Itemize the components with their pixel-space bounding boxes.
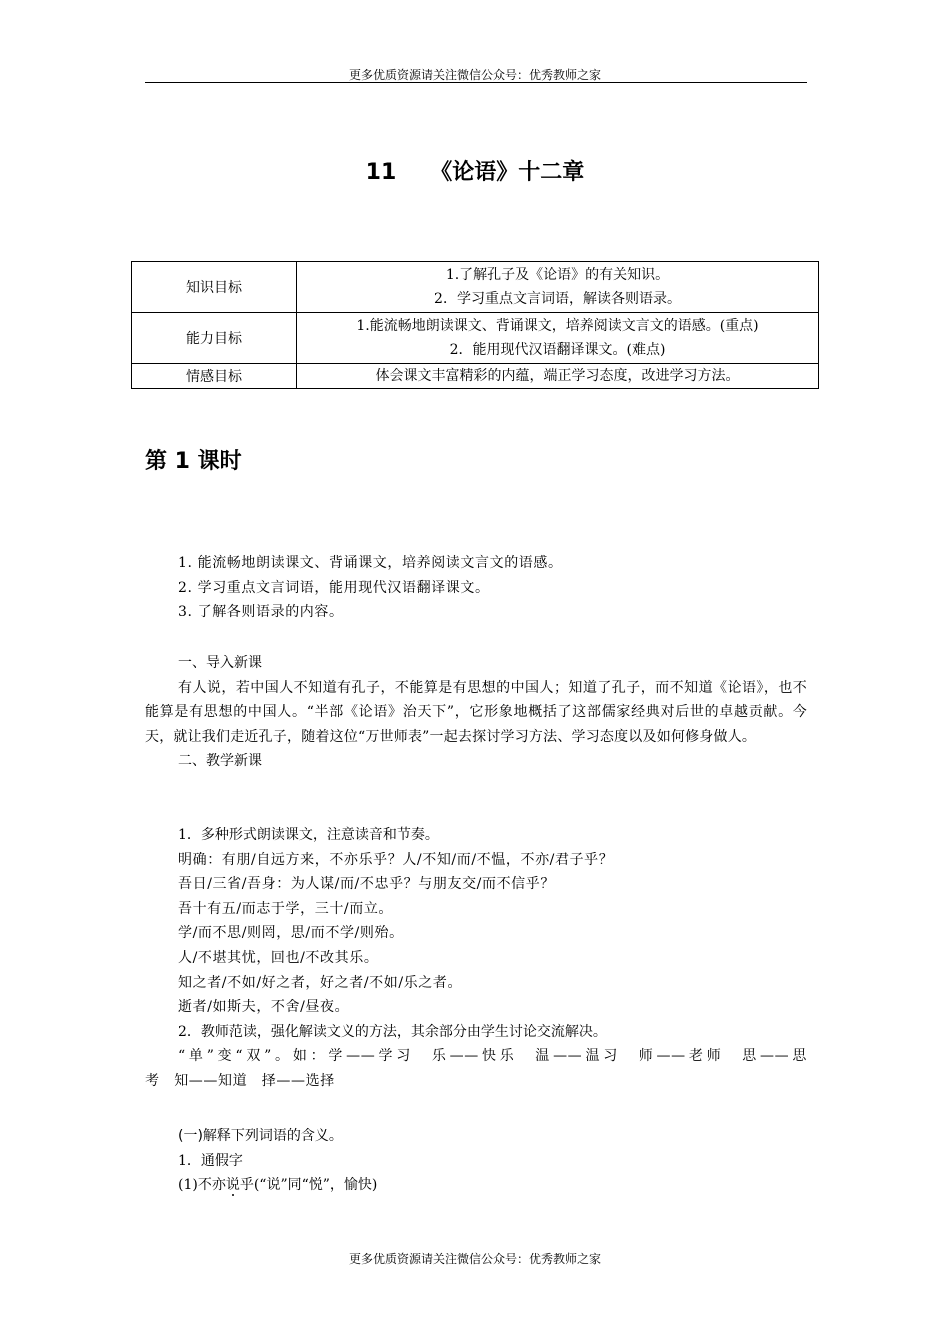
rhythm-lines [145, 848, 807, 1020]
header-rule [145, 82, 807, 83]
section-heading: 二、教学新课 [178, 753, 262, 770]
example-prefix: (1)不亦 [178, 1177, 226, 1194]
goal-label: 能力目标 [132, 313, 297, 364]
vocab-example [145, 1173, 807, 1198]
goal-row-ability [132, 313, 819, 364]
rhythm-line: 吾十有五/而志于学，三十/而立。 [178, 900, 394, 917]
rhythm-line: 吾日/三省/吾身：为人谋/而/不忠乎？与朋友交/而不信乎？ [178, 876, 555, 893]
example-suffix: 乎(“说”同“悦”，愉快) [239, 1177, 378, 1194]
goal-content [297, 262, 819, 313]
page-title [0, 155, 950, 186]
teaching-item: 1．多种形式朗读课文，注意读音和节奏。 [178, 827, 439, 843]
goal-line: 2．学习重点文言词语，解读各则语录。 [434, 291, 681, 307]
objectives-list [145, 551, 807, 625]
rhythm-line: 逝者/如斯夫，不舍/昼夜。 [178, 999, 350, 1016]
page-header: 更多优质资源请关注微信公众号：优秀教师之家 [348, 68, 601, 82]
page-footer: 更多优质资源请关注微信公众号：优秀教师之家 [348, 1252, 601, 1266]
objective-item: 3. 了解各则语录的内容。 [178, 604, 344, 621]
goal-label: 情感目标 [132, 364, 297, 389]
goal-content [297, 364, 819, 389]
goal-content [297, 313, 819, 364]
section-heading: 一、导入新课 [178, 655, 262, 671]
intro-paragraph: 有人说，若中国人不知道有孔子，不能算是有思想的中国人；知道了孔子，而不知道《论语》，也不能算是有思想的中国人。“半部《论语》治天下”，它形象地概括了这部儒家经典对后世的卓越贡献。今天，就让我们走近孔子，随着这位“万世师表”一起去探讨学习方法、学习态度以及如何修身做人。 [145, 679, 807, 745]
word-pairs-line: “单”变“双”。如：学——学习 乐——快乐 温——温习 师——老师 思——思 [178, 1048, 807, 1065]
goals-table [131, 261, 819, 389]
goal-line: 2．能用现代汉语翻译课文。(难点) [449, 342, 666, 358]
goal-line: 体会课文丰富精彩的内蕴，端正学习态度，改进学习方法。 [375, 368, 740, 384]
rhythm-line: 学/而不思/则罔，思/而不学/则殆。 [178, 925, 404, 942]
goal-row-knowledge [132, 262, 819, 313]
goal-line: 1.能流畅地朗读课文、背诵课文，培养阅读文言文的语感。(重点) [356, 318, 759, 334]
teaching-item: 2．教师范读，强化解读文义的方法，其余部分由学生讨论交流解决。 [178, 1023, 607, 1040]
word-pairs-line: 考 知——知道 择——选择 [145, 1072, 335, 1089]
title-number: 11 [365, 160, 397, 185]
lesson-title: 第 1 课时 [145, 449, 242, 474]
section-heading: (一)解释下列词语的含义。 [178, 1128, 343, 1144]
rhythm-line: 知之者/不如/好之者，好之者/不如/乐之者。 [178, 974, 463, 991]
section-teaching [145, 823, 807, 1094]
title-text: 《论语》十二章 [430, 160, 585, 185]
dotted-character: 说 [225, 1177, 240, 1194]
goal-label: 知识目标 [132, 262, 297, 313]
vocab-subheading: 1．通假字 [178, 1152, 243, 1169]
rhythm-line: 人/不堪其忧，回也/不改其乐。 [178, 949, 379, 966]
section-vocabulary [145, 1124, 807, 1198]
goal-row-emotion [132, 364, 819, 389]
objective-item: 1. 能流畅地朗读课文、背诵课文，培养阅读文言文的语感。 [178, 555, 563, 571]
section-intro [145, 651, 807, 774]
objective-item: 2. 学习重点文言词语，能用现代汉语翻译课文。 [178, 579, 490, 596]
rhythm-line: 明确：有朋/自远方来，不亦乐乎？人/不知/而/不愠，不亦/君子乎？ [178, 851, 614, 868]
goal-line: 1.了解孔子及《论语》的有关知识。 [445, 267, 670, 283]
